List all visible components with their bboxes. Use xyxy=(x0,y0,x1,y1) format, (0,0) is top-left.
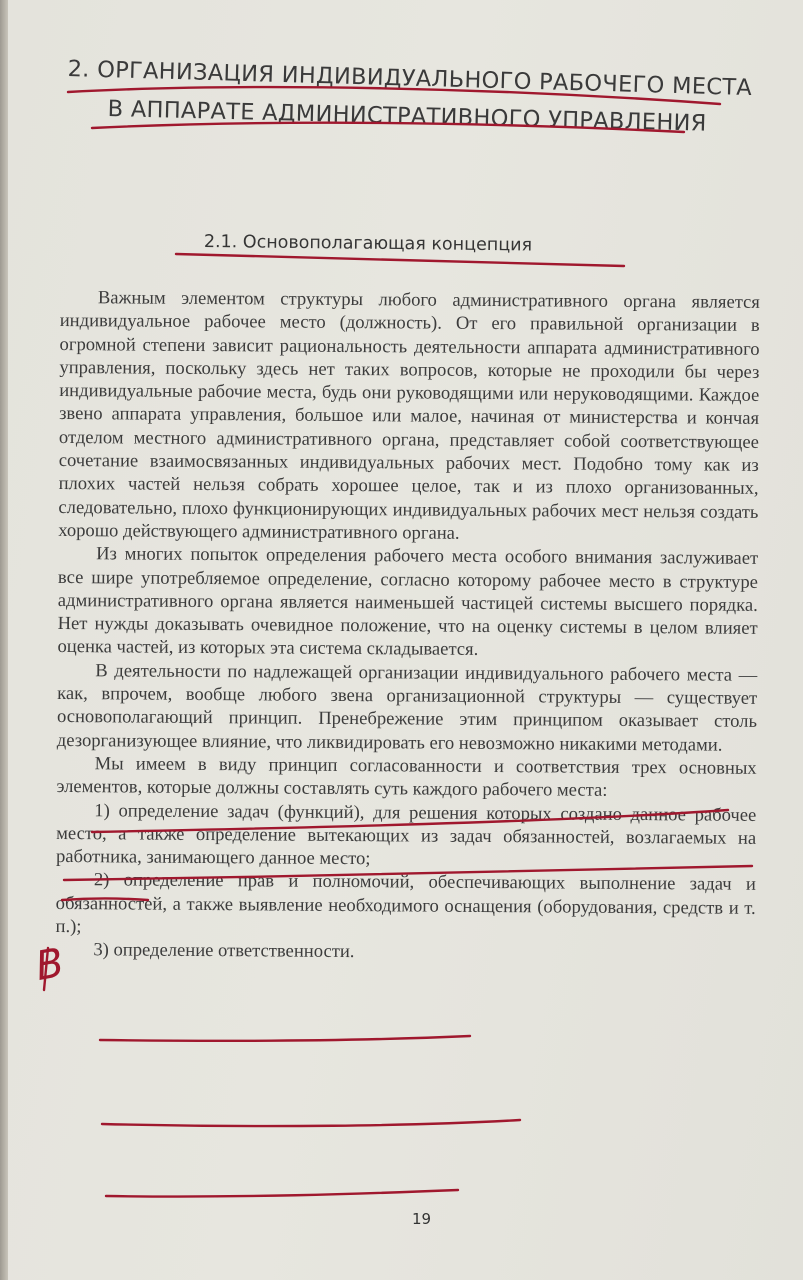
paragraph: Из многих попыток определения рабочего места особого внимания заслуживает все шире употребляемое определение, согласно которому рабочее место в структуре административного органа является наименьшей частицей системы высшего порядка. Нет нужды доказывать очевидное положение, что на оценку системы в целом влияет оценка частей, из которых эта система складывается. xyxy=(57,543,759,661)
paragraph: В деятельности по надлежащей организации индивидуального рабочего места — как, впрочем, вообще любого звена организационной структуры — существует основополагающий принцип. Пренебрежение этим принципом оказывает столь дезорганизующее влияние, что ликвидировать его невозможно никакими методами. xyxy=(56,660,758,756)
book-page xyxy=(8,0,803,1280)
list-item: 1) определение задач (функций), для решения которых создано данное рабочее место, а также определение вытекающих из задач обязанностей, возлагаемых на работника, занимающего данное место; xyxy=(55,799,757,870)
list-item: 3) определение ответственности. xyxy=(93,939,355,963)
paragraph: Важным элементом структуры любого административного органа является индивидуальное рабочее место (должность). От его правильной организации в огромной степени зависит рациональность деятельности аппарата административного управления, поскольку здесь нет таких вопросов, которые не проходили бы через индивидуальные рабочие места, будь они руководящими или неруководящими. Каждое звено аппарата управления, большое или малое, начиная от министерства и кончая отделом местного административного органа, представляет собой соответствующее сочетание взаимосвязанных индивидуальных рабочих мест. Подобно тому как из плохих частей нельзя собрать хорошее целое, так и из плохо организованных, следовательно, плохо функционирующих индивидуальных рабочих мест нельзя создать хорошо действующего административного органа. xyxy=(58,287,760,544)
chapter-title-line-2: В АППАРАТЕ АДМИНИСТРАТИВНОГО УПРАВЛЕНИЯ xyxy=(107,96,707,137)
list-item: 2) определение прав и полномочий, обеспечивающих выполнение задач и обязанностей, а также выявление необходимого оснащения (оборудования, средств и т. п.); xyxy=(55,869,756,938)
handwritten-margin-mark: В xyxy=(32,939,68,991)
book-spine-shadow xyxy=(0,0,8,1280)
paragraph: Мы имеем в виду принцип согласованности и соответствия трех основных элементов, которые должны составлять суть каждого рабочего места: xyxy=(56,753,757,802)
page-number: 19 xyxy=(412,1210,432,1228)
body-text xyxy=(55,286,760,966)
section-title: 2.1. Основополагающая концепция xyxy=(203,232,533,256)
chapter-title-line-1: 2. ОРГАНИЗАЦИЯ ИНДИВИДУАЛЬНОГО РАБОЧЕГО МЕСТА xyxy=(67,56,753,102)
